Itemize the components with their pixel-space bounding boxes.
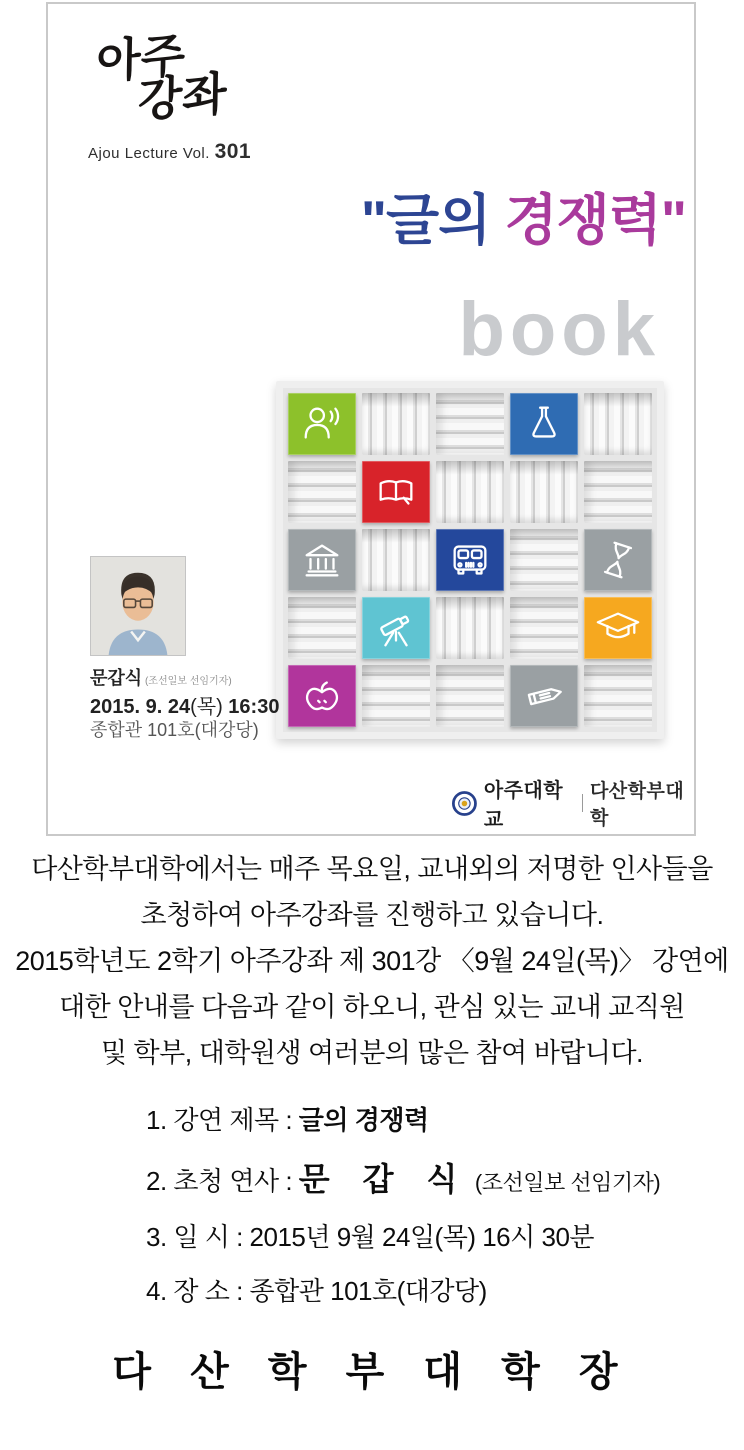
pencil-icon bbox=[510, 665, 578, 727]
detail-label: 3. 일 시 : bbox=[146, 1222, 250, 1252]
intro-line: 초청하여 아주강좌를 진행하고 있습니다. bbox=[140, 900, 604, 930]
apple-icon bbox=[288, 665, 356, 727]
lecture-volume-subtitle bbox=[88, 140, 251, 164]
books-cell bbox=[510, 461, 578, 523]
bank-icon bbox=[288, 529, 356, 591]
graduation-cap-icon bbox=[584, 597, 652, 659]
title-part-purple: 경쟁력" bbox=[504, 189, 686, 251]
books-cell bbox=[362, 665, 430, 727]
open-book-icon bbox=[362, 461, 430, 523]
flask-icon bbox=[510, 393, 578, 455]
intro-line: 및 학부, 대학원생 여러분의 많은 참여 바랍니다. bbox=[100, 1038, 644, 1068]
detail-speaker-name: 문 갑 식 bbox=[298, 1161, 470, 1197]
university-logo bbox=[452, 774, 694, 832]
books-cell bbox=[288, 461, 356, 523]
detail-value: 글의 경쟁력 bbox=[298, 1105, 429, 1135]
books-cell bbox=[436, 597, 504, 659]
announcement-paragraph bbox=[0, 846, 744, 1076]
detail-label: 2. 초청 연사 : bbox=[146, 1166, 299, 1196]
books-cell bbox=[510, 597, 578, 659]
books-cell bbox=[288, 597, 356, 659]
detail-item-speaker bbox=[146, 1154, 660, 1200]
detail-item-title bbox=[146, 1100, 660, 1137]
lecture-details-list bbox=[146, 1100, 660, 1325]
detail-speaker-note: (조선일보 선임기자) bbox=[469, 1170, 661, 1195]
speaker-affiliation: (조선일보 선임기자) bbox=[142, 676, 232, 687]
bus-icon bbox=[436, 529, 504, 591]
calligraphy-line2: 강좌 bbox=[137, 66, 228, 129]
books-cell bbox=[436, 393, 504, 455]
detail-value: 2015년 9월 24일(목) 16시 30분 bbox=[249, 1222, 595, 1252]
detail-item-datetime bbox=[146, 1217, 660, 1254]
books-cell bbox=[436, 665, 504, 727]
logo-divider bbox=[582, 794, 583, 812]
college-name: 다산학부대학 bbox=[589, 781, 685, 829]
speaker-name-row bbox=[90, 664, 232, 690]
detail-label: 1. 강연 제목 : bbox=[146, 1105, 299, 1135]
calligraphy-line1: 아주 bbox=[95, 27, 186, 90]
intro-line: 대한 안내를 다음과 같이 하오니, 관심 있는 교내 교직원 bbox=[59, 992, 685, 1022]
university-name: 아주대학교 bbox=[483, 780, 564, 831]
speaker-person-icon bbox=[288, 393, 356, 455]
volume-number: 301 bbox=[214, 140, 252, 163]
bookshelf-graphic bbox=[276, 381, 664, 739]
books-cell bbox=[436, 461, 504, 523]
intro-line: 2015학년도 2학기 아주강좌 제 301강 〈9월 24일(목)〉 강연에 bbox=[15, 946, 729, 976]
university-emblem-icon bbox=[452, 790, 477, 817]
date-time: 16:30 bbox=[222, 696, 280, 718]
books-cell bbox=[584, 393, 652, 455]
books-cell bbox=[362, 393, 430, 455]
intro-line: 다산학부대학에서는 매주 목요일, 교내외의 저명한 인사들을 bbox=[31, 854, 713, 884]
detail-value: 종합관 101호(대강당) bbox=[249, 1276, 487, 1306]
speaker-name: 문갑식 bbox=[90, 668, 143, 688]
title-part-blue: "글의 bbox=[360, 189, 505, 251]
detail-label: 4. 장 소 : bbox=[146, 1276, 250, 1306]
lecture-location: 종합관 101호(대강당) bbox=[90, 720, 259, 740]
books-cell bbox=[362, 529, 430, 591]
speaker-photo bbox=[90, 556, 186, 656]
books-cell bbox=[584, 461, 652, 523]
hourglass-icon bbox=[584, 529, 652, 591]
date-weekday: (목) bbox=[190, 696, 223, 718]
telescope-icon bbox=[362, 597, 430, 659]
poster-box bbox=[46, 2, 696, 836]
lecture-datetime bbox=[90, 690, 279, 719]
dean-signature: 다 산 학 부 대 학 장 bbox=[112, 1350, 632, 1394]
subtitle-text: Ajou Lecture Vol. bbox=[88, 145, 215, 162]
detail-item-location bbox=[146, 1271, 660, 1308]
books-cell bbox=[510, 529, 578, 591]
books-cell bbox=[584, 665, 652, 727]
ajou-lecture-calligraphy-logo bbox=[81, 26, 278, 127]
book-watermark: book bbox=[458, 287, 660, 372]
date-main: 2015. 9. 24 bbox=[90, 696, 191, 718]
lecture-title bbox=[361, 176, 686, 255]
